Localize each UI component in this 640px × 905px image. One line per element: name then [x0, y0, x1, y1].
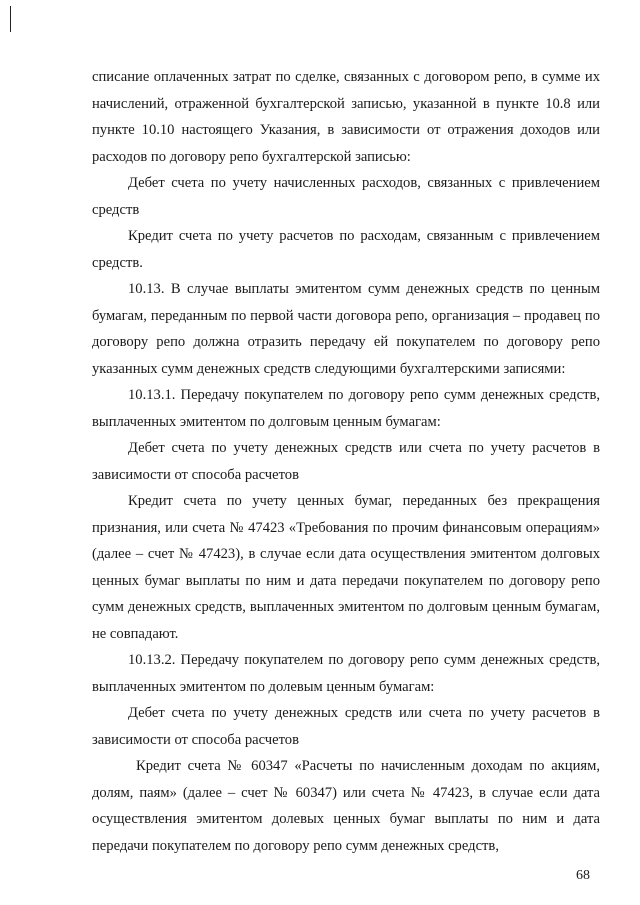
- paragraph-10-13-2: 10.13.2. Передачу покупателем по договору репо сумм денежных средств, выплаченных эмитентом по долевым ценным бумагам:: [92, 652, 600, 695]
- paragraph-credit-entry: Кредит счета по учету ценных бумаг, переданных без прекращения признания, или счета № 47423 «Требования по прочим финансовым операциям» (далее – счет № 47423), в случае если дата осуществления эмитентом долговых ценных бумаг выплаты по ним и дата передачи покупателем по договору репо сумм денежных средств, выплаченных эмитентом по долговым ценным бумагам, не совпадают.: [92, 493, 600, 642]
- page-number: 68: [576, 868, 590, 883]
- margin-mark: [10, 6, 11, 32]
- paragraph-10-13: 10.13. В случае выплаты эмитентом сумм денежных средств по ценным бумагам, переданным по первой части договора репо, организация – продавец по договору репо должна отразить передачу ей покупателем по договору репо указанных сумм денежных средств следующими бухгалтерскими записями:: [92, 281, 600, 377]
- paragraph-debit-entry: Дебет счета по учету начисленных расходов, связанных с привлечением средств: [92, 175, 600, 218]
- paragraph-credit-entry: Кредит счета по учету расчетов по расходам, связанным с привлечением средств.: [92, 228, 600, 271]
- paragraph-debit-entry: Дебет счета по учету денежных средств или счета по учету расчетов в зависимости от способа расчетов: [92, 705, 600, 748]
- paragraph-continuation: списание оплаченных затрат по сделке, связанных с договором репо, в сумме их начислений, отраженной бухгалтерской записью, указанной в пункте 10.8 или пункте 10.10 настоящего Указания, в зависимости от отражения доходов или расходов по договору репо бухгалтерской записью:: [92, 69, 600, 165]
- paragraph-debit-entry: Дебет счета по учету денежных средств или счета по учету расчетов в зависимости от способа расчетов: [92, 440, 600, 483]
- document-body: [92, 64, 600, 859]
- paragraph-10-13-1: 10.13.1. Передачу покупателем по договору репо сумм денежных средств, выплаченных эмитентом по долговым ценным бумагам:: [92, 387, 600, 430]
- paragraph-credit-entry: Кредит счета № 60347 «Расчеты по начисленным доходам по акциям, долям, паям» (далее – счет № 60347) или счета № 47423, в случае если дата осуществления эмитентом долевых ценных бумаг выплаты по ним и дата передачи покупателем по договору репо сумм денежных средств,: [92, 758, 600, 854]
